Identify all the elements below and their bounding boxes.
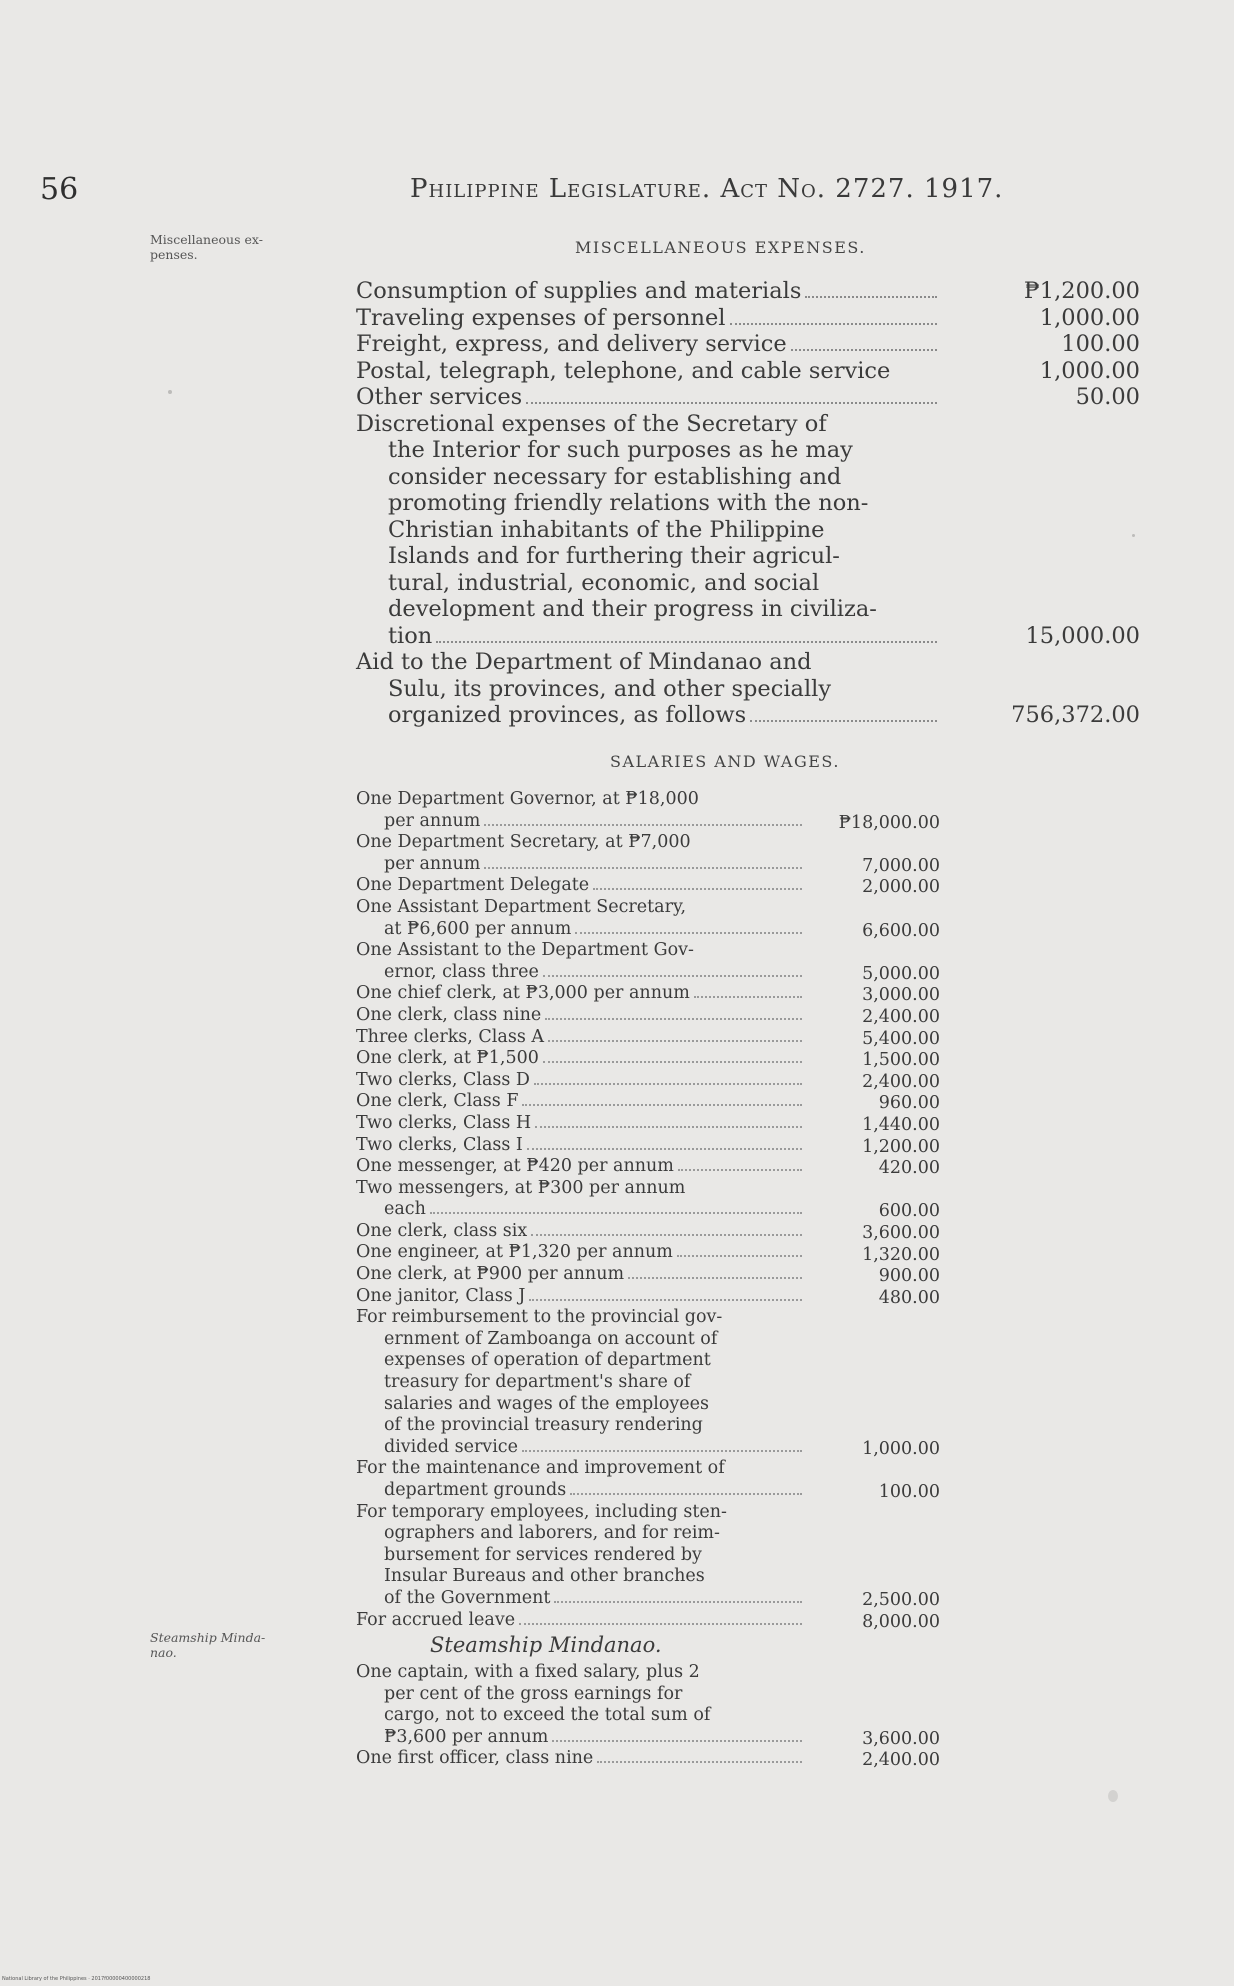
amount: 7,000.00: [862, 855, 940, 876]
leader-dots: [677, 1255, 802, 1257]
text-line: [356, 1437, 806, 1459]
text-line: per cent of the gross earnings for: [384, 1683, 683, 1704]
amount: 5,000.00: [862, 963, 940, 984]
amount: 8,000.00: [862, 1611, 940, 1632]
amount: 3,000.00: [862, 985, 940, 1006]
text-line-end: tion: [388, 622, 433, 649]
leader-dots: [535, 1126, 802, 1128]
text-line-end: per annum: [384, 810, 481, 831]
text-line: [356, 919, 806, 941]
text-line: Sulu, its provinces, and other specially: [388, 675, 832, 702]
leader-dots: [678, 1169, 802, 1171]
text-line: ographers and laborers, and for reim-: [384, 1523, 720, 1544]
amount: 1,000.00: [862, 1439, 940, 1459]
text-line: For temporary employees, including sten-: [356, 1501, 727, 1522]
text-line: treasury for department's share of: [384, 1372, 691, 1393]
text-line-end: One clerk, class nine: [356, 1004, 542, 1025]
margin-note-line: [150, 1630, 350, 1645]
entry: [356, 875, 806, 897]
salaries-list: [356, 789, 806, 1631]
text-line-end: One clerk, at ₱900 per annum: [356, 1264, 625, 1285]
text-line: [356, 702, 941, 729]
amount: ₱1,200.00: [1023, 278, 1140, 304]
entry: [356, 1005, 806, 1027]
entry: [356, 940, 806, 983]
text-line: [356, 1286, 806, 1308]
amount: 15,000.00: [1025, 622, 1140, 649]
aid-paragraph: [356, 649, 941, 729]
misc-item: [356, 305, 941, 332]
amount: 960.00: [878, 1093, 940, 1114]
amount: 1,500.00: [862, 1050, 940, 1071]
text-line: [356, 1156, 806, 1178]
text-line: the Interior for such purposes as he may: [388, 437, 853, 463]
text-line: One Assistant to the Department Gov-: [356, 940, 694, 961]
text-line: [356, 1480, 806, 1502]
text-line: [356, 1070, 806, 1092]
leader-dots: [548, 1040, 802, 1042]
entry: [356, 1156, 806, 1178]
paper-speck: [1132, 534, 1135, 537]
amount: 900.00: [878, 1266, 940, 1287]
text-line-end: Two clerks, Class D: [356, 1069, 530, 1090]
leader-dots: [543, 975, 802, 977]
text-line: [356, 875, 806, 897]
entry: [356, 1070, 806, 1092]
entry: [356, 832, 806, 875]
leader-dots: [593, 888, 802, 890]
amount: 1,200.00: [862, 1136, 940, 1157]
paper-speck: [168, 390, 172, 394]
margin-note-misc: [150, 232, 350, 262]
text-line-end: For accrued leave: [356, 1609, 516, 1630]
text-line: Two messengers, at ₱300 per annum: [356, 1177, 686, 1198]
amount: 2,400.00: [862, 1750, 940, 1771]
steamship-heading: Steamship Mindanao.: [430, 1633, 662, 1657]
entry: [356, 1610, 806, 1632]
text-line: Discretional expenses of the Secretary of: [356, 410, 827, 437]
text-line-end: at ₱6,600 per annum: [384, 918, 572, 939]
text-line-end: One messenger, at ₱420 per annum: [356, 1156, 674, 1177]
text-line-end: One engineer, at ₱1,320 per annum: [356, 1242, 673, 1263]
text-line-end: divided service: [384, 1436, 518, 1457]
salaries-heading: SALARIES AND WAGES.: [610, 752, 840, 771]
amount: 2,400.00: [862, 1071, 940, 1092]
leader-dots: [750, 720, 937, 722]
page-number: 56: [40, 172, 79, 207]
leader-dots: [552, 1740, 802, 1742]
text-line: expenses of operation of department: [384, 1350, 711, 1371]
text-line-end: Two clerks, Class H: [356, 1112, 532, 1133]
amount: 600.00: [878, 1201, 940, 1222]
text-line: [356, 623, 941, 650]
text-line: Christian inhabitants of the Philippine: [388, 516, 825, 543]
leader-dots: [791, 349, 937, 351]
entry: [356, 1113, 806, 1135]
scan-footer: National Library of the Philippines · 2017f00000400000218: [2, 1976, 151, 1982]
amount: 1,000.00: [1039, 357, 1140, 384]
misc-item-label: Consumption of supplies and materials: [356, 278, 802, 304]
text-line: [356, 1113, 806, 1135]
text-line: [356, 1242, 806, 1264]
entry: [356, 1748, 806, 1770]
leader-dots: [529, 1299, 802, 1301]
text-line: One Assistant Department Secretary,: [356, 896, 687, 917]
amount: 50.00: [1075, 384, 1140, 410]
misc-expenses-list: [356, 278, 941, 729]
text-line-end: ernor, class three: [384, 961, 539, 982]
amount: 2,500.00: [862, 1590, 940, 1611]
margin-note-line: penses.: [150, 247, 198, 262]
misc-item: [356, 384, 941, 411]
text-line: One Department Secretary, at ₱7,000: [356, 832, 691, 853]
text-line: For reimbursement to the provincial gov-: [356, 1307, 723, 1328]
leader-dots: [519, 1623, 802, 1625]
amount: 756,372.00: [1011, 702, 1140, 728]
margin-note-line: nao.: [150, 1645, 177, 1660]
leader-dots: [430, 1212, 802, 1214]
entry: [356, 1178, 806, 1221]
text-line: [356, 983, 806, 1005]
amount: 100.00: [878, 1482, 940, 1503]
amount: ₱18,000.00: [838, 812, 940, 833]
text-line: One captain, with a fixed salary, plus 2: [356, 1662, 700, 1682]
entry: [356, 1502, 806, 1610]
entry: [356, 1286, 806, 1308]
misc-item-label: Freight, express, and delivery service: [356, 331, 787, 357]
running-head: Philippine Legislature. Act No. 2727. 1917.: [410, 174, 1004, 204]
text-line-end: of the Government: [384, 1587, 551, 1608]
discretional-paragraph: [356, 411, 941, 650]
text-line-end: per annum: [384, 853, 481, 874]
amount: 480.00: [878, 1287, 940, 1308]
margin-note-steamship: [150, 1630, 350, 1660]
text-line: [356, 1748, 806, 1770]
misc-item: [356, 331, 941, 358]
text-line: [356, 1027, 806, 1049]
text-line-end: One janitor, Class J: [356, 1285, 526, 1306]
text-line: [356, 1135, 806, 1157]
leader-dots: [554, 1601, 802, 1603]
misc-amounts-column: [960, 278, 1140, 748]
text-line-end: One clerk, Class F: [356, 1091, 519, 1112]
amount: 1,000.00: [1039, 304, 1140, 331]
text-line: promoting friendly relations with the non-: [388, 490, 869, 516]
text-line-end: department grounds: [384, 1480, 567, 1500]
text-line-end: each: [384, 1199, 426, 1220]
text-line: Islands and for furthering their agricul-: [388, 543, 840, 569]
leader-dots: [597, 1761, 802, 1763]
text-line: [356, 1005, 806, 1027]
entry: [356, 1048, 806, 1070]
leader-dots: [805, 296, 937, 298]
text-line: development and their progress in civiliza-: [388, 596, 877, 622]
amount: 5,400.00: [862, 1028, 940, 1049]
steamship-list: [356, 1662, 806, 1770]
text-line-end: One first officer, class nine: [356, 1748, 594, 1769]
text-line-end: organized provinces, as follows: [388, 702, 747, 728]
amount: 2,400.00: [862, 1007, 940, 1027]
amount: 420.00: [878, 1158, 940, 1179]
leader-dots: [628, 1277, 802, 1279]
leader-dots: [522, 1104, 802, 1106]
text-line: of the provincial treasury rendering: [384, 1415, 703, 1436]
text-line: [356, 1727, 806, 1749]
amount: 3,600.00: [862, 1223, 940, 1243]
text-line: [356, 1264, 806, 1286]
text-line-end: One chief clerk, at ₱3,000 per annum: [356, 983, 690, 1004]
entry: [356, 1307, 806, 1458]
text-line: [356, 1588, 806, 1610]
margin-note-line: Miscellaneous ex-: [150, 232, 263, 247]
text-line: salaries and wages of the employees: [384, 1393, 709, 1414]
leader-dots: [545, 1018, 802, 1020]
amount: 2,000.00: [862, 877, 940, 898]
text-line-end: ₱3,600 per annum: [384, 1726, 549, 1747]
steamship-amounts-column: [800, 1662, 940, 1782]
margin-note-text: Steamship Minda-: [150, 1630, 266, 1645]
text-line-end: One Department Delegate: [356, 875, 590, 896]
text-line: [356, 1199, 806, 1221]
leader-dots: [526, 402, 937, 404]
text-line-end: One clerk, at ₱1,500: [356, 1048, 539, 1069]
misc-expenses-heading: MISCELLANEOUS EXPENSES.: [575, 238, 866, 257]
leader-dots: [531, 1234, 802, 1236]
amount: 6,600.00: [862, 920, 940, 941]
misc-item-label: Other services: [356, 384, 523, 410]
text-line-end: Two clerks, Class I: [356, 1134, 523, 1155]
leader-dots: [694, 996, 802, 998]
salaries-amounts-column: [800, 789, 940, 1649]
entry: [356, 1091, 806, 1113]
text-line-end: Three clerks, Class A: [356, 1026, 544, 1047]
amount: 1,440.00: [862, 1115, 940, 1135]
text-line-end: One clerk, class six: [356, 1220, 528, 1241]
entry: [356, 897, 806, 940]
entry: [356, 1242, 806, 1264]
leader-dots: [570, 1493, 802, 1495]
entry: [356, 983, 806, 1005]
text-line: [356, 1091, 806, 1113]
amount: 1,320.00: [862, 1244, 940, 1265]
leader-dots: [522, 1450, 802, 1452]
entry: [356, 789, 806, 832]
leader-dots: [484, 867, 802, 869]
misc-item: [356, 358, 941, 385]
text-line: cargo, not to exceed the total sum of: [384, 1705, 711, 1726]
text-line: [356, 962, 806, 984]
leader-dots: [436, 641, 937, 643]
misc-item: [356, 278, 941, 305]
entry: [356, 1458, 806, 1501]
text-line: ernment of Zamboanga on account of: [384, 1328, 718, 1349]
misc-item-label: Postal, telegraph, telephone, and cable service: [356, 357, 891, 384]
leader-dots: [575, 932, 802, 934]
text-line: [356, 1221, 806, 1243]
text-line: tural, industrial, economic, and social: [388, 569, 820, 596]
paper-speck: [1108, 1790, 1118, 1802]
leader-dots: [543, 1061, 802, 1063]
text-line: consider necessary for establishing and: [388, 463, 842, 490]
text-line: bursement for services rendered by: [384, 1544, 702, 1565]
entry: [356, 1135, 806, 1157]
text-line: [356, 1610, 806, 1632]
leader-dots: [484, 824, 802, 826]
entry: [356, 1264, 806, 1286]
text-line: [356, 854, 806, 876]
leader-dots: [730, 323, 937, 325]
text-line: One Department Governor, at ₱18,000: [356, 789, 699, 809]
text-line: Aid to the Department of Mindanao and: [356, 649, 812, 675]
leader-dots: [534, 1083, 802, 1085]
amount: 3,600.00: [862, 1728, 940, 1749]
text-line: For the maintenance and improvement of: [356, 1458, 725, 1479]
misc-item-label: Traveling expenses of personnel: [356, 304, 726, 331]
entry: [356, 1027, 806, 1049]
text-line: Insular Bureaus and other branches: [384, 1566, 705, 1587]
entry: [356, 1662, 806, 1748]
amount: 100.00: [1061, 331, 1140, 357]
text-line: [356, 811, 806, 833]
entry: [356, 1221, 806, 1243]
text-line: [356, 1048, 806, 1070]
leader-dots: [527, 1148, 802, 1150]
